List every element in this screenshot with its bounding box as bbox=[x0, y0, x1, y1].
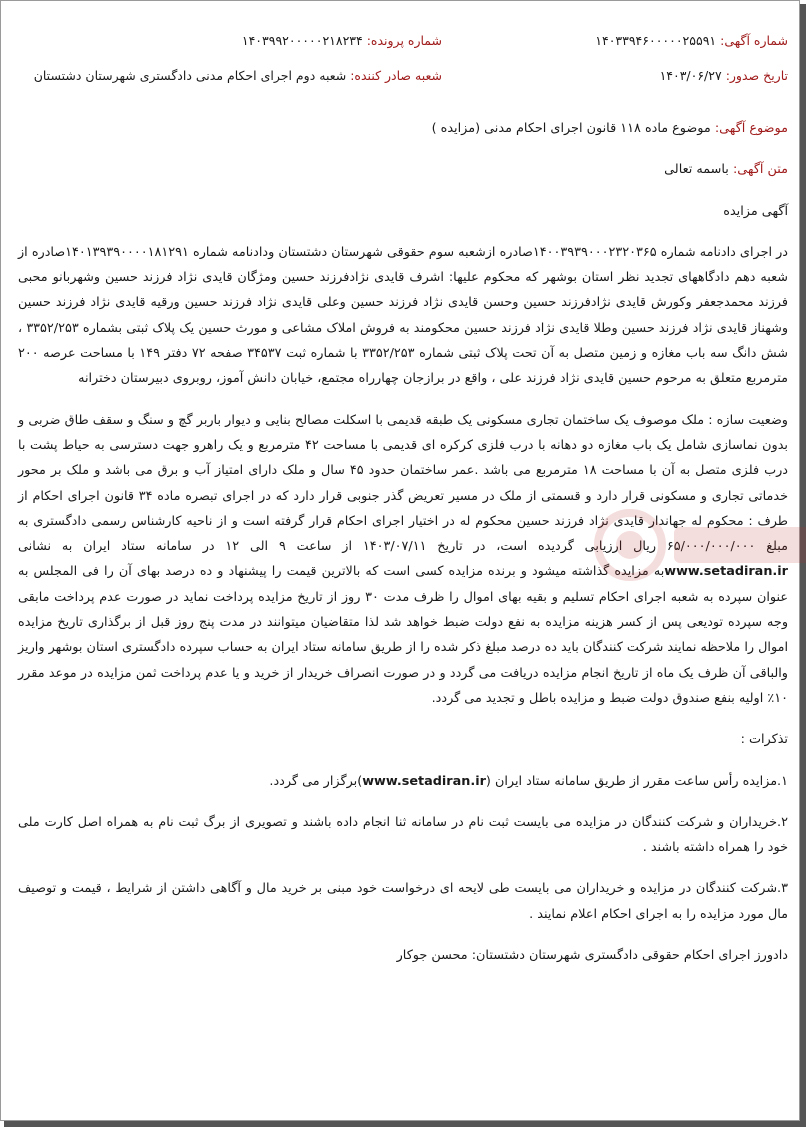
file-number-label: شماره پرونده: bbox=[366, 33, 442, 48]
subject-value: موضوع ماده ۱۱۸ قانون اجرای احکام مدنی (مزایده ) bbox=[431, 121, 711, 136]
note-1-part1: ۱.مزایده رأس ساعت مقرر از طریق سامانه ستاد ایران ( bbox=[485, 773, 788, 789]
paragraph-structure bbox=[18, 408, 788, 712]
signature: دادورز اجرای احکام حقوقی دادگستری شهرستان دشتستان: محسن جوکار bbox=[396, 948, 788, 964]
note-1-part2: )برگزار می گردد. bbox=[269, 773, 363, 789]
note-1-link[interactable]: www.setadiran.ir bbox=[362, 773, 486, 789]
text-intro: باسمه تعالی bbox=[664, 162, 729, 178]
ad-number-label: شماره آگهی: bbox=[720, 33, 788, 48]
paragraph-structure-part1: وضعیت سازه : ملک موصوف یک ساختمان تجاری مسکونی یک طبقه قدیمی با اسکلت مصالح بنایی و دیوار باربر گچ و سنگ و سقف طاق ضربی و بدون نماسازی شامل یک باب مغازه دو دهانه با درب فلزی کرکره ای قدیمی با مساحت ۴۲ مترمربع و یک راهرو جهت دسترسی به حیاط پشت با درب فلزی متصل به آن با مساحت ۱۸ مترمربع می باشد .عمر ساختمان حدود ۴۵ سال و ملک دارای امتیاز آب و برق می باشد و ملک بر محور خدماتی تجاری و مسکونی قرار دارد و قسمتی از ملک در مسیر تعریض گذر جنوبی قرار دارد که در اجرای تبصره ماده ۳۴ قانون اجرای احکام از طرف : محکوم له جهاندار قایدی نژاد فرزند حسین محکوم له در اختیار اجرای احکام قرار گرفته است و از ناحیه کارشناس رسمی دادگستری به مبلغ ۶۵/۰۰۰/۰۰۰/۰۰۰ ریال ارزیابی گردیده است، در تاریخ ۱۴۰۳/۰۷/۱۱ از ساعت ۹ الی ۱۲ در سامانه ستاد ایران به نشانی bbox=[18, 412, 789, 555]
note-3: ۳.شرکت کنندگان در مزایده و خریداران می بایست طی لایحه ای درخواست خود مبنی بر خرید مال و آگاهی داشتن از شرایط ، قیمت و توصیف مال مورد مزایده را به اجرای احکام اعلام نمایند . bbox=[18, 881, 788, 922]
ad-number-value: ۱۴۰۳۳۹۴۶۰۰۰۰۰۲۵۵۹۱ bbox=[595, 33, 717, 48]
issuer bbox=[34, 68, 442, 83]
notes-title: تذکرات : bbox=[740, 732, 788, 748]
issue-date bbox=[660, 68, 788, 83]
frame-shadow-right bbox=[800, 4, 806, 1127]
text-label: متن آگهی: bbox=[732, 162, 788, 178]
note-2: ۲.خریداران و شرکت کنندگان در مزایده می بایست ثبت نام در سامانه ثنا انجام داده باشند و تصویری از برگ ثبت نام به همراه اصل کارت ملی خود را همراه داشته باشند . bbox=[18, 814, 788, 856]
setadiran-link[interactable]: www.setadiran.ir bbox=[664, 564, 788, 580]
issuer-label: شعبه صادر کننده: bbox=[350, 68, 442, 83]
frame-shadow-bottom bbox=[4, 1121, 806, 1127]
text-line bbox=[18, 157, 788, 182]
file-number-value: ۱۴۰۳۹۹۲۰۰۰۰۰۲۱۸۲۳۴ bbox=[241, 33, 363, 48]
issue-date-value: ۱۴۰۳/۰۶/۲۷ bbox=[659, 68, 722, 83]
subject-line bbox=[18, 116, 788, 141]
issue-date-label: تاریخ صدور: bbox=[725, 68, 788, 83]
ad-number bbox=[595, 33, 788, 48]
notice-body bbox=[18, 116, 788, 968]
paragraph-structure-part2: به مزایده گذاشته میشود و برنده مزایده کسی است که بالاترین قیمت را پیشنهاد و ده درصد بهای آن را فی المجلس به عنوان سپرده به شعبه اجرای احکام تسلیم و بقیه بهای اموال را ظرف مدت ۳۰ روز از تاریخ مزایده پرداخت نماید در صورت عدم پرداخت مابقی وجه سپرده تودیعی پس از کسر هزینه مزایده به نفع دولت ضبط خواهد شد لذا متقاضیان میتوانند در مدت پنج روز قبل از برگذاری تاریخ مزایده اموال را ملاحظه نمایند شرکت کنندگان باید ده درصد مبلغ ذکر شده را از طریق سامانه ستاد ایران به حساب سپرده دادگستری استان بوشهر واریز والباقی آن ظرف یک ماه از تاریخ انجام مزایده دریافت می گردد و در صورت انصراف خریدار از خرید و یا عدم پرداخت ثمن مزایده در موعد مقرر ۱۰٪ اولیه بنفع صندوق دولت ضبط و مزایده باطل و تجدید می گردد. bbox=[18, 564, 789, 706]
subject-label: موضوع آگهی: bbox=[714, 121, 788, 136]
issuer-value: شعبه دوم اجرای احکام مدنی دادگستری شهرستان دشتستان bbox=[33, 68, 347, 83]
notice-title: آگهی مزایده bbox=[723, 203, 788, 219]
file-number bbox=[242, 33, 442, 48]
paragraph-judgment: در اجرای دادنامه شماره ۱۴۰۰۳۹۳۹۰۰۰۲۳۲۰۳۶۵صادره ازشعبه سوم حقوقی شهرستان دشتستان ودادنامه شماره ۱۴۰۱۳۹۳۹۰۰۰۰۱۸۱۲۹۱صادره از شعبه دهم دادگاههای تجدید نظر استان بوشهر که محکوم علیها: اشرف قایدی نژادفرزند حسین ومژگان قایدی نژاد فرزند حسین وشهربانو محبی فرزند محمدجعفر وکورش قایدی نژادفرزند حسین وحسن قایدی نژاد فرزند حسین وعلی قایدی نژاد فرزند حسین ورقیه قایدی نژاد فرزند حسین وشهناز قایدی نژاد فرزند حسین وطلا قایدی نژاد فرزند حسین محکومند به فروش املاک مشاعی و مورث حسین یک پلاک ثبتی بشماره ۳۳۵۲/۲۵۳ ، شش دانگ سه باب مغازه و زمین متصل به آن تحت پلاک ثبتی شماره ۳۳۵۲/۲۵۳ با شماره ثبت ۳۴۵۳۷ صفحه ۷۲ دفتر ۱۴۹ با مساحت عرصه ۲۰۰ مترمربع متعلق به مرحوم حسین قایدی نژاد فرزند علی ، واقع در برازجان چهارراه مجتمع، خیابان دانش آموز، روبروی دبیرستان دخترانه bbox=[18, 244, 789, 387]
note-1 bbox=[18, 769, 788, 794]
